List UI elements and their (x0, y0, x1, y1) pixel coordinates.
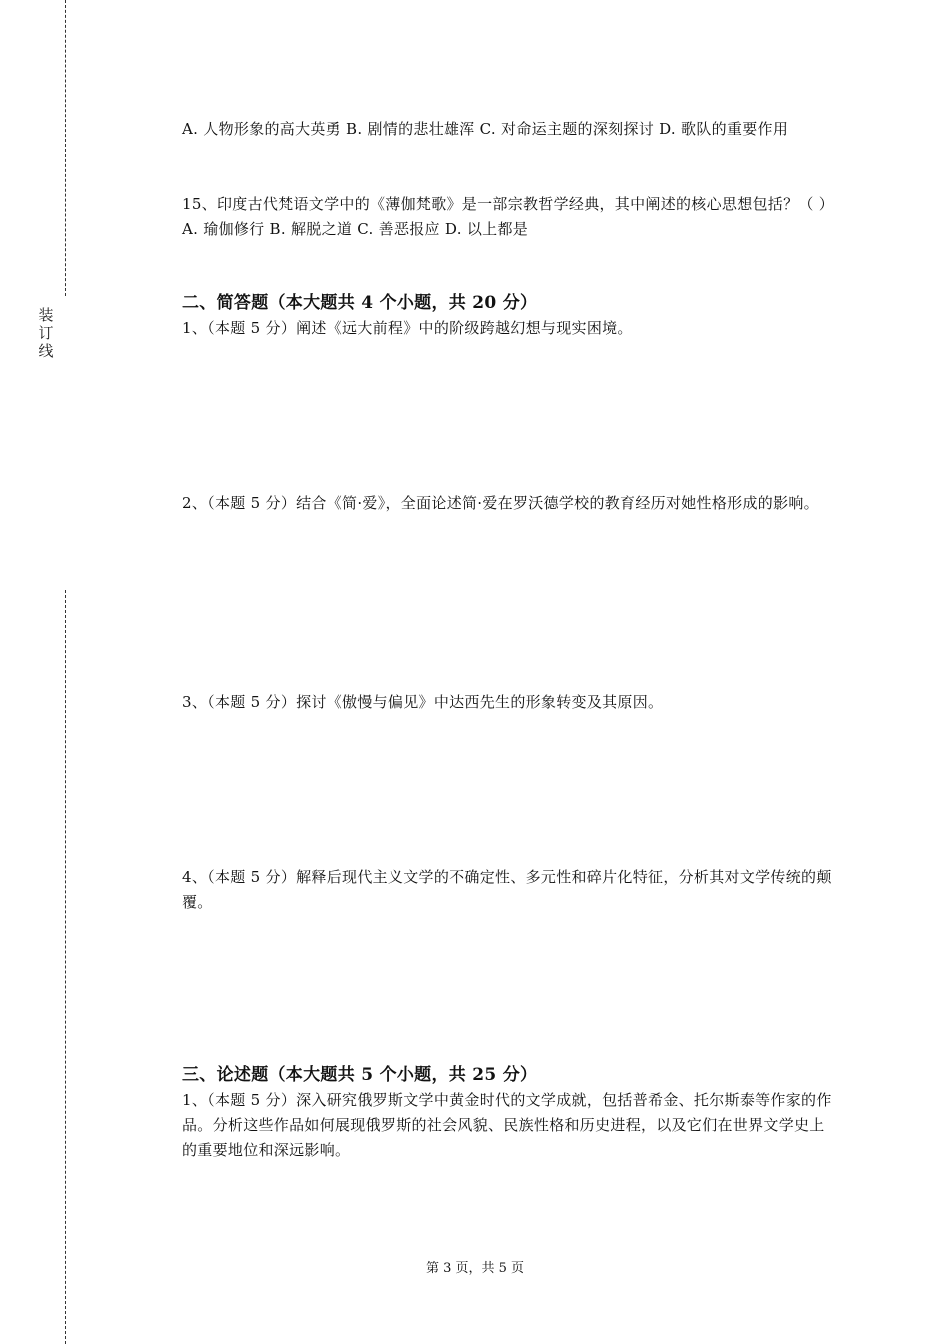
binding-label-char: 线 (38, 342, 54, 360)
section-2-question-1: 1、（本题 5 分）阐述《远大前程》中的阶级跨越幻想与现实困境。 (182, 319, 633, 337)
question-15-stem: 15、印度古代梵语文学中的《薄伽梵歌》是一部宗教哲学经典，其中阐述的核心思想包括？（ ） (182, 195, 835, 213)
question-15-block (182, 192, 837, 242)
binding-line-label (38, 306, 54, 360)
section-3-heading: 三、论述题（本大题共 5 个小题，共 25 分） (182, 1065, 538, 1085)
binding-dashed-line-bottom (65, 590, 66, 1344)
section-2-question-3: 3、（本题 5 分）探讨《傲慢与偏见》中达西先生的形象转变及其原因。 (182, 693, 664, 711)
binding-label-char: 订 (38, 324, 54, 342)
section-2-heading: 二、简答题（本大题共 4 个小题，共 20 分） (182, 293, 538, 313)
binding-dashed-line-top (65, 0, 66, 296)
section-3-question-1: 1、（本题 5 分）深入研究俄罗斯文学中黄金时代的文学成就，包括普希金、托尔斯泰等作家的作品。分析这些作品如何展现俄罗斯的社会风貌、民族性格和历史进程，以及它们在世界文学史上的重要地位和深远影响。 (182, 1091, 832, 1159)
section-2-question-2: 2、（本题 5 分）结合《简·爱》，全面论述简·爱在罗沃德学校的教育经历对她性格形成的影响。 (182, 494, 819, 512)
question-15-options: A. 瑜伽修行 B. 解脱之道 C. 善恶报应 D. 以上都是 (182, 220, 529, 238)
section-2-question-4: 4、（本题 5 分）解释后现代主义文学的不确定性、多元性和碎片化特征，分析其对文学传统的颠覆。 (182, 868, 832, 911)
binding-label-char: 装 (38, 306, 54, 324)
page-number-footer: 第 3 页，共 5 页 (425, 1261, 525, 1276)
question-14-options: A. 人物形象的高大英勇 B. 剧情的悲壮雄浑 C. 对命运主题的深刻探讨 D. 歌队的重要作用 (182, 120, 789, 138)
question-14-options-block (182, 117, 837, 142)
